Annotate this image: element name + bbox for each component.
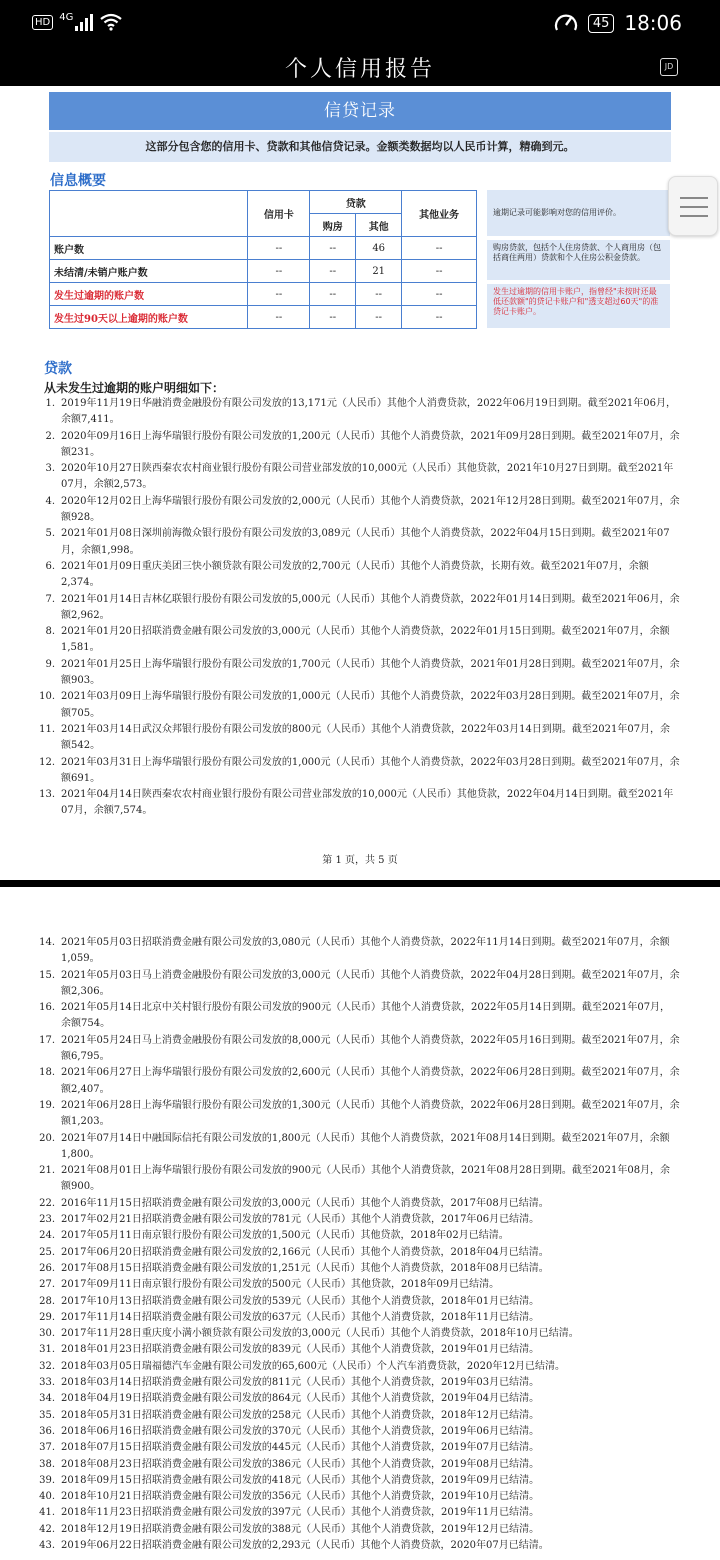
- network-type: 4G: [59, 11, 74, 23]
- row-label: 账户数: [50, 237, 248, 260]
- row-label: 发生过逾期的账户数: [50, 283, 248, 306]
- list-item: [20, 1131, 680, 1164]
- item-text: 2018年08月23日招联消费金融有限公司发放的386元（人民币）其他个人消费贷款，2019年08月已结清。: [61, 1458, 540, 1470]
- item-text: 2021年05月24日马上消费金融股份有限公司发放的8,000元（人民币）其他个人消费贷款，2022年05月16日到期。截至2021年07月，余额6,795。: [61, 1034, 680, 1063]
- list-item: [20, 968, 680, 1001]
- list-item: [20, 1505, 680, 1521]
- item-number: 29.: [39, 1311, 55, 1323]
- item-number: 35.: [39, 1409, 55, 1421]
- list-item: [20, 787, 680, 820]
- list-item: [20, 935, 680, 968]
- cell-other-business: --: [402, 260, 477, 283]
- page-title: 个人信用报告: [284, 57, 435, 82]
- item-number: 2.: [45, 430, 55, 442]
- header-empty: [50, 191, 248, 237]
- list-item: [20, 1245, 680, 1261]
- item-text: 2018年04月19日招联消费金融有限公司发放的864元（人民币）其他个人消费贷款，2019年04月已结清。: [61, 1393, 540, 1405]
- list-item: [20, 494, 680, 527]
- item-number: 6.: [45, 560, 55, 572]
- document-mode-icon[interactable]: JD: [660, 58, 678, 76]
- summary-title: 信息概要: [50, 173, 106, 189]
- item-text: 2020年12月02日上海华瑞银行股份有限公司发放的2,000元（人民币）其他个人消费贷款，2021年12月28日到期。截至2021年07月，余额928。: [61, 495, 680, 524]
- item-text: 2017年10月13日招联消费金融有限公司发放的539元（人民币）其他个人消费贷款，2018年01月已结清。: [61, 1295, 540, 1307]
- list-item: [20, 1424, 680, 1440]
- item-text: 2019年06月22日招联消费金融有限公司发放的2,293元（人民币）其他个人消费贷款，2020年07月已结清。: [61, 1539, 549, 1551]
- title-bar: [0, 50, 720, 86]
- list-item: [20, 1228, 680, 1244]
- cell-other: --: [356, 283, 402, 306]
- item-text: 2019年11月19日华融消费金融股份有限公司发放的13,171元（人民币）其他个人消费贷款，2022年06月19日到期。截至2021年06月，余额7,411。: [61, 398, 676, 426]
- item-number: 15.: [39, 969, 55, 981]
- item-text: 2021年08月01日上海华瑞银行股份有限公司发放的900元（人民币）其他个人消费贷款，2021年08月28日到期。截至2021年08月，余额900。: [61, 1165, 671, 1193]
- cell-housing: --: [310, 260, 356, 283]
- item-text: 2018年03月14日招联消费金融有限公司发放的811元（人民币）其他个人消费贷款，2019年03月已结清。: [61, 1377, 540, 1389]
- page-divider: [0, 880, 720, 887]
- note-credit-card-overdue: 发生过逾期的信用卡账户，指曾经"未按时还最低还款额"的贷记卡账户和"透支超过60天"的准贷记卡账户。: [487, 284, 670, 328]
- item-text: 2018年11月23日招联消费金融有限公司发放的397元（人民币）其他个人消费贷款，2019年11月已结清。: [61, 1507, 540, 1519]
- item-text: 2021年01月25日上海华瑞银行股份有限公司发放的1,700元（人民币）其他个人消费贷款，2021年01月28日到期。截至2021年07月，余额903。: [61, 658, 680, 687]
- list-item: [20, 1538, 680, 1554]
- item-number: 39.: [39, 1474, 55, 1486]
- table-row: [50, 237, 477, 260]
- list-item: [20, 1522, 680, 1538]
- item-number: 20.: [39, 1132, 55, 1144]
- item-text: 2021年03月31日上海华瑞银行股份有限公司发放的1,000元（人民币）其他个人消费贷款，2022年03月28日到期。截至2021年07月，余额691。: [61, 756, 680, 784]
- note-overdue: 逾期记录可能影响对您的信用评价。: [487, 190, 670, 236]
- item-text: 2021年03月14日武汉众邦银行股份有限公司发放的800元（人民币）其他个人消费贷款，2022年03月14日到期。截至2021年07月，余额542。: [61, 723, 671, 752]
- list-item: [20, 689, 680, 722]
- item-text: 2021年04月14日陕西秦农农村商业银行股份有限公司营业部发放的10,000元（人民币）其他贷款，2022年04月14日到期。截至2021年07月，余额7,574。: [61, 789, 674, 817]
- item-number: 26.: [39, 1262, 55, 1274]
- item-text: 2018年01月23日招联消费金融有限公司发放的839元（人民币）其他个人消费贷款，2019年01月已结清。: [61, 1344, 540, 1356]
- item-number: 19.: [39, 1099, 55, 1111]
- item-number: 4.: [45, 495, 55, 507]
- header-other-business: 其他业务: [402, 191, 477, 237]
- item-number: 7.: [45, 593, 55, 605]
- item-text: 2021年06月28日上海华瑞银行股份有限公司发放的1,300元（人民币）其他个人消费贷款，2022年06月28日到期。截至2021年07月，余额1,203。: [61, 1099, 680, 1128]
- section-subtitle: 这部分包含您的信用卡、贷款和其他信贷记录。金额类数据均以人民币计算，精确到元。: [49, 132, 671, 162]
- table-row: [50, 283, 477, 306]
- item-number: 42.: [39, 1523, 55, 1535]
- list-item: [20, 755, 680, 788]
- item-number: 18.: [39, 1067, 55, 1079]
- summary-table: [49, 190, 477, 329]
- battery-icon: 45: [588, 14, 615, 33]
- cell-other: --: [356, 306, 402, 329]
- item-number: 24.: [39, 1230, 55, 1242]
- cell-other: 21: [356, 260, 402, 283]
- item-number: 1.: [45, 398, 55, 409]
- cell-other: 46: [356, 237, 402, 260]
- cell-credit-card: --: [248, 237, 310, 260]
- list-item: [20, 559, 680, 592]
- item-text: 2021年01月08日深圳前海微众银行股份有限公司发放的3,089元（人民币）其他个人消费贷款，2022年04月15日到期。截至2021年07月，余额1,998。: [61, 528, 670, 556]
- loan-list-page1: [20, 396, 680, 820]
- item-number: 21.: [39, 1165, 55, 1177]
- item-number: 5.: [45, 528, 55, 540]
- item-number: 3.: [45, 463, 55, 475]
- item-number: 30.: [39, 1328, 55, 1340]
- list-item: [20, 722, 680, 755]
- item-text: 2018年09月15日招联消费金融有限公司发放的418元（人民币）其他个人消费贷款，2019年09月已结清。: [61, 1474, 540, 1486]
- list-item: [20, 1473, 680, 1489]
- list-item: [20, 1212, 680, 1228]
- item-number: 27.: [39, 1279, 55, 1291]
- cell-credit-card: --: [248, 260, 310, 283]
- item-number: 36.: [39, 1425, 55, 1437]
- list-item: [20, 1294, 680, 1310]
- item-text: 2017年05月11日南京银行股份有限公司发放的1,500元（人民币）其他贷款，2018年02月已结清。: [61, 1230, 509, 1242]
- item-text: 2018年12月19日招联消费金融有限公司发放的388元（人民币）其他个人消费贷款，2019年12月已结清。: [61, 1523, 540, 1535]
- item-text: 2018年10月21日招联消费金融有限公司发放的356元（人民币）其他个人消费贷款，2019年10月已结清。: [61, 1491, 540, 1503]
- list-item: [20, 1000, 680, 1033]
- item-number: 22.: [39, 1197, 55, 1209]
- cell-other-business: --: [402, 306, 477, 329]
- list-item: [20, 1196, 680, 1212]
- cell-housing: --: [310, 306, 356, 329]
- list-item: [20, 1375, 680, 1391]
- header-loan: 贷款: [310, 191, 402, 214]
- status-bar: [0, 0, 720, 50]
- item-number: 8.: [45, 626, 55, 638]
- header-other: 其他: [356, 214, 402, 237]
- item-text: 2021年06月27日上海华瑞银行股份有限公司发放的2,600元（人民币）其他个人消费贷款，2022年06月28日到期。截至2021年07月，余额2,407。: [61, 1067, 680, 1095]
- item-number: 25.: [39, 1246, 55, 1258]
- list-item: [20, 1342, 680, 1358]
- item-number: 12.: [39, 756, 55, 768]
- item-text: 2021年01月14日吉林亿联银行股份有限公司发放的5,000元（人民币）其他个人消费贷款，2022年01月14日到期。截至2021年06月，余额2,962。: [61, 593, 680, 621]
- header-credit-card: 信用卡: [248, 191, 310, 237]
- item-text: 2017年06月20日招联消费金融有限公司发放的2,166元（人民币）其他个人消费贷款，2018年04月已结清。: [61, 1246, 549, 1258]
- list-item: [20, 1033, 680, 1066]
- item-number: 31.: [39, 1344, 55, 1356]
- list-item: [20, 1277, 680, 1293]
- item-number: 10.: [39, 691, 55, 703]
- clock-time: 18:06: [624, 11, 682, 35]
- list-item: [20, 1359, 680, 1375]
- item-number: 34.: [39, 1393, 55, 1405]
- item-text: 2021年01月20日招联消费金融有限公司发放的3,000元（人民币）其他个人消费贷款，2022年01月15日到期。截至2021年07月，余额1,581。: [61, 626, 670, 654]
- item-text: 2021年07月14日中融国际信托有限公司发放的1,800元（人民币）其他个人消费贷款，2021年08月14日到期。截至2021年07月，余额1,800。: [61, 1132, 670, 1160]
- cell-other-business: --: [402, 283, 477, 306]
- list-item: [20, 1489, 680, 1505]
- cell-housing: --: [310, 237, 356, 260]
- item-number: 37.: [39, 1442, 55, 1454]
- header-housing: 购房: [310, 214, 356, 237]
- cell-other-business: --: [402, 237, 477, 260]
- list-item: [20, 1391, 680, 1407]
- item-text: 2018年07月15日招联消费金融有限公司发放的445元（人民币）其他个人消费贷款，2019年07月已结清。: [61, 1442, 540, 1454]
- item-text: 2018年05月31日招联消费金融有限公司发放的258元（人民币）其他个人消费贷款，2018年12月已结清。: [61, 1409, 540, 1421]
- list-item: [20, 657, 680, 690]
- item-number: 16.: [39, 1002, 55, 1014]
- item-number: 38.: [39, 1458, 55, 1470]
- list-item: [20, 1163, 680, 1196]
- item-number: 33.: [39, 1377, 55, 1389]
- item-number: 40.: [39, 1491, 55, 1503]
- signal-icon: [75, 13, 93, 31]
- note-housing-loan: 购房贷款，包括个人住房贷款、个人商用房（包括商住两用）贷款和个人住房公积金贷款。: [487, 240, 670, 280]
- item-text: 2021年01月09日重庆美团三快小额贷款有限公司发放的2,700元（人民币）其他个人消费贷款，长期有效。截至2021年07月，余额2,374。: [61, 560, 649, 589]
- hd-voice-icon: HD: [32, 15, 53, 30]
- table-row: [50, 306, 477, 329]
- floating-menu-button[interactable]: [668, 176, 718, 236]
- item-number: 41.: [39, 1507, 55, 1519]
- list-item: [20, 396, 680, 429]
- section-banner: 信贷记录: [49, 92, 671, 130]
- item-text: 2017年08月15日招联消费金融有限公司发放的1,251元（人民币）其他个人消费贷款，2018年08月已结清。: [61, 1262, 549, 1274]
- item-text: 2018年06月16日招联消费金融有限公司发放的370元（人民币）其他个人消费贷款，2019年06月已结清。: [61, 1425, 540, 1437]
- list-item: [20, 1326, 680, 1342]
- item-text: 2021年05月03日马上消费金融股份有限公司发放的3,000元（人民币）其他个人消费贷款，2022年04月28日到期。截至2021年07月，余额2,306。: [61, 969, 680, 997]
- list-item: [20, 1261, 680, 1277]
- speed-gauge-icon: [554, 12, 578, 34]
- list-item: [20, 1457, 680, 1473]
- item-text: 2020年09月16日上海华瑞银行股份有限公司发放的1,200元（人民币）其他个人消费贷款，2021年09月28日到期。截至2021年07月，余额231。: [61, 430, 680, 458]
- item-text: 2021年05月03日招联消费金融有限公司发放的3,080元（人民币）其他个人消费贷款，2022年11月14日到期。截至2021年07月，余额1,059。: [61, 937, 670, 965]
- row-label: 发生过90天以上逾期的账户数: [50, 306, 248, 329]
- list-item: [20, 1065, 680, 1098]
- item-number: 9.: [45, 658, 55, 670]
- list-item: [20, 624, 680, 657]
- item-text: 2021年05月14日北京中关村银行股份有限公司发放的900元（人民币）其他个人消费贷款，2022年05月14日到期。截至2021年07月，余额754。: [61, 1002, 671, 1030]
- loans-subtitle: 从未发生过逾期的账户明细如下：: [44, 381, 225, 395]
- item-text: 2017年09月11日南京银行股份有限公司发放的500元（人民币）其他贷款，2018年09月已结清。: [61, 1279, 500, 1291]
- item-number: 23.: [39, 1214, 55, 1226]
- item-text: 2020年10月27日陕西秦农农村商业银行股份有限公司营业部发放的10,000元（人民币）其他贷款，2021年10月27日到期。截至2021年07月，余额2,573。: [61, 463, 674, 491]
- cell-housing: --: [310, 283, 356, 306]
- item-number: 32.: [39, 1360, 55, 1372]
- item-number: 11.: [39, 723, 55, 735]
- item-text: 2018年03月05日瑞福德汽车金融有限公司发放的65,600元（人民币）个人汽车消费贷款，2020年12月已结清。: [61, 1360, 566, 1372]
- table-row: [50, 260, 477, 283]
- item-text: 2017年11月28日重庆度小满小额贷款有限公司发放的3,000元（人民币）其他个人消费贷款，2018年10月已结清。: [61, 1328, 579, 1340]
- list-item: [20, 1098, 680, 1131]
- item-number: 13.: [39, 789, 55, 801]
- list-item: [20, 1440, 680, 1456]
- list-item: [20, 526, 680, 559]
- list-item: [20, 429, 680, 462]
- page-footer: 第 1 页，共 5 页: [322, 855, 398, 866]
- list-item: [20, 461, 680, 494]
- row-label: 未结清/未销户账户数: [50, 260, 248, 283]
- cell-credit-card: --: [248, 283, 310, 306]
- list-item: [20, 1408, 680, 1424]
- loan-list-page2: [20, 935, 680, 1554]
- list-item: [20, 1310, 680, 1326]
- list-item: [20, 592, 680, 625]
- item-text: 2017年11月14日招联消费金融有限公司发放的637元（人民币）其他个人消费贷款，2018年11月已结清。: [61, 1311, 540, 1323]
- item-text: 2017年02月21日招联消费金融有限公司发放的781元（人民币）其他个人消费贷款，2017年06月已结清。: [61, 1214, 540, 1226]
- loans-title: 贷款: [44, 361, 72, 377]
- item-number: 17.: [39, 1034, 55, 1046]
- item-text: 2021年03月09日上海华瑞银行股份有限公司发放的1,000元（人民币）其他个人消费贷款，2022年03月28日到期。截至2021年07月，余额705。: [61, 691, 680, 719]
- menu-icon: [680, 197, 708, 199]
- item-number: 14.: [39, 937, 55, 948]
- wifi-icon: [99, 13, 123, 31]
- cell-credit-card: --: [248, 306, 310, 329]
- item-number: 43.: [39, 1539, 55, 1551]
- item-number: 28.: [39, 1295, 55, 1307]
- item-text: 2016年11月15日招联消费金融有限公司发放的3,000元（人民币）其他个人消费贷款，2017年08月已结清。: [61, 1197, 549, 1209]
